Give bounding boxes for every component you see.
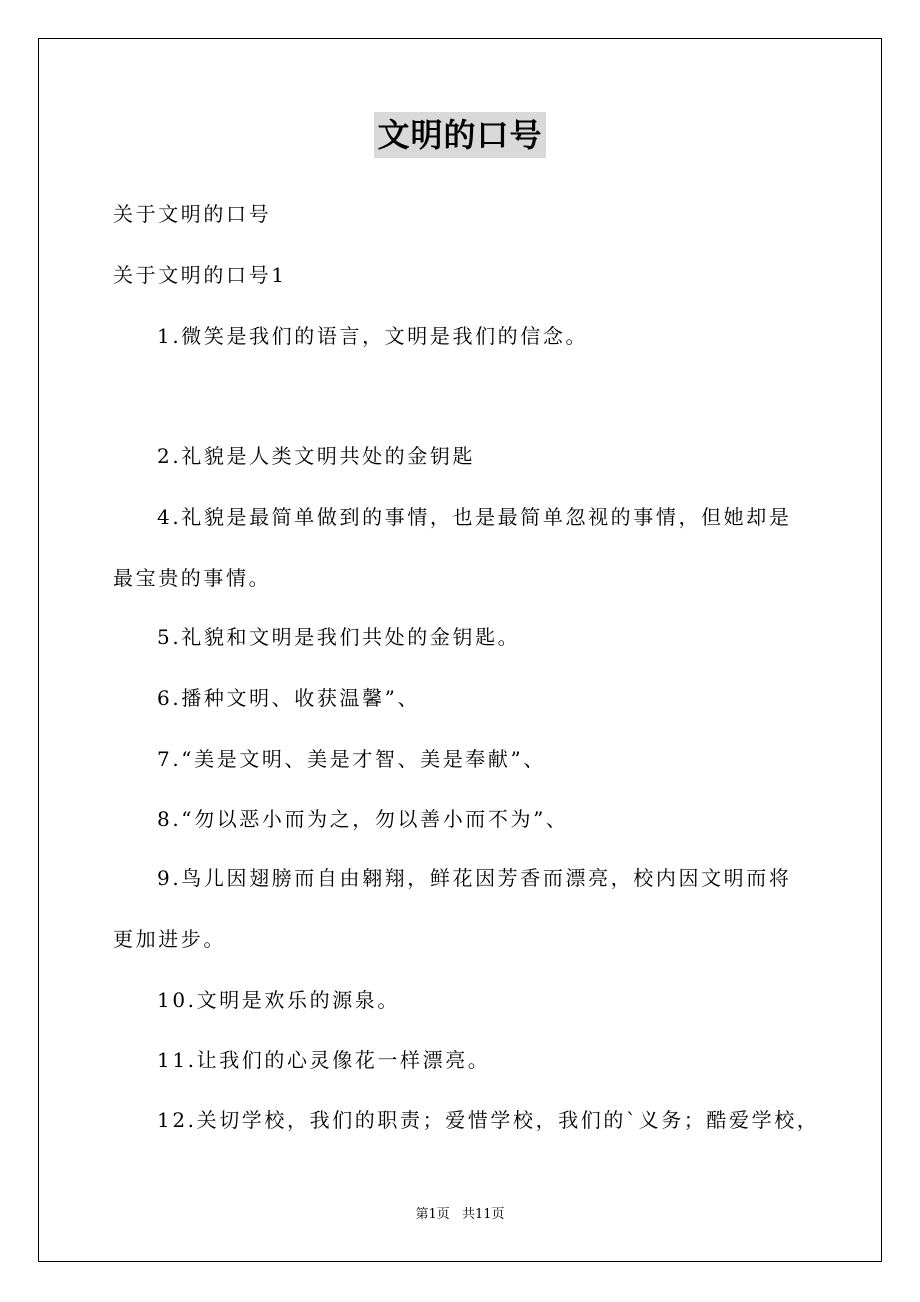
page-number: 第1页 [415, 1207, 450, 1222]
title-container [0, 112, 920, 158]
paragraph-line-continuation: 最宝贵的事情。 [113, 566, 272, 590]
section-heading: 关于文明的口号1 [113, 263, 287, 287]
page-total: 共11页 [461, 1207, 505, 1222]
paragraph-line: 8.“勿以恶小而为之，勿以善小而不为”、 [157, 807, 569, 831]
document-title: 文明的口号 [374, 112, 545, 158]
paragraph-line: 7.“美是文明、美是才智、美是奉献”、 [157, 747, 546, 771]
paragraph-line: 6.播种文明、收获温馨”、 [157, 686, 421, 710]
paragraph-line: 11.让我们的心灵像花一样漂亮。 [157, 1048, 491, 1072]
paragraph-line: 1.微笑是我们的语言，文明是我们的信念。 [157, 324, 589, 348]
subtitle: 关于文明的口号 [113, 202, 272, 226]
page-footer [0, 1206, 920, 1224]
paragraph-line: 9.鸟儿因翅膀而自由翱翔，鲜花因芳香而漂亮，校内因文明而将 [157, 866, 792, 890]
paragraph-line: 12.关切学校，我们的职责；爱惜学校，我们的`义务；酷爱学校， [157, 1108, 820, 1132]
paragraph-line-continuation: 更加进步。 [113, 927, 226, 951]
paragraph-line: 10.文明是欢乐的源泉。 [157, 988, 401, 1012]
paragraph-line: 4.礼貌是最简单做到的事情，也是最简单忽视的事情，但她却是 [157, 505, 792, 529]
paragraph-line: 5.礼貌和文明是我们共处的金钥匙。 [157, 625, 521, 649]
paragraph-line: 2.礼貌是人类文明共处的金钥匙 [157, 444, 476, 468]
